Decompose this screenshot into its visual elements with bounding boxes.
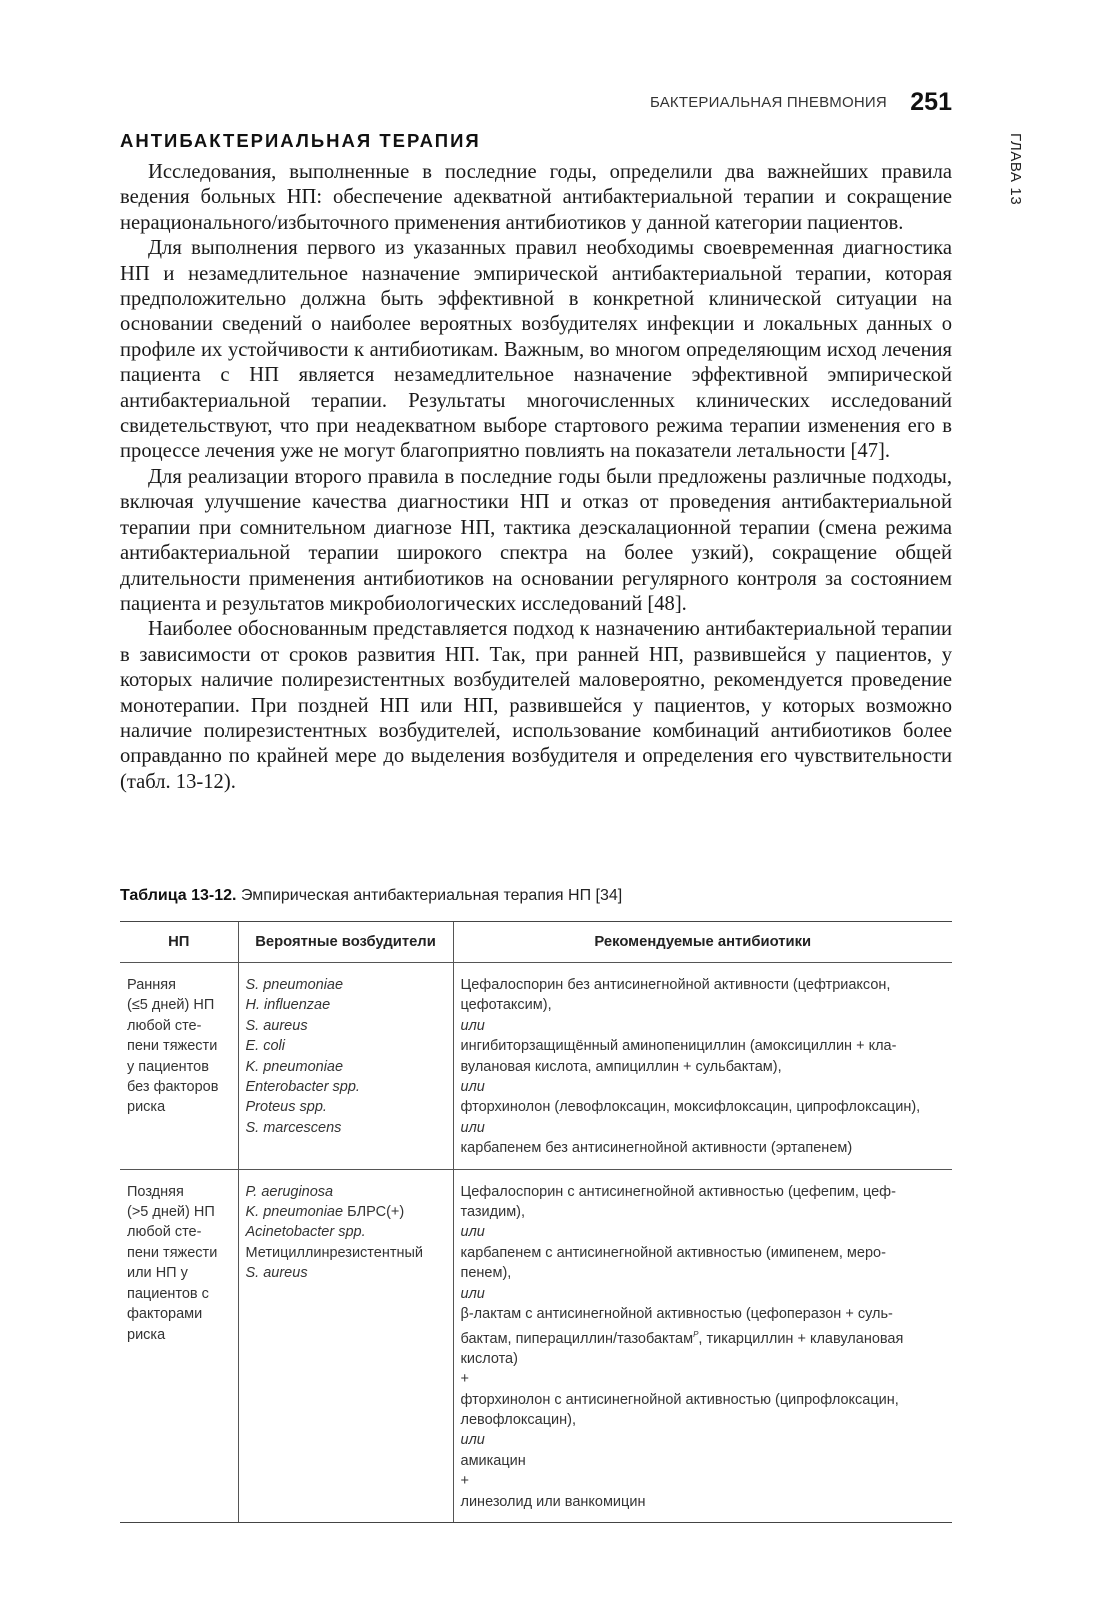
table-caption bbox=[120, 887, 622, 905]
pathogen-name: K. pneumoniae bbox=[245, 1058, 344, 1075]
cell-line: карбапенем без антисинегнойной активности (эртапенем) bbox=[460, 1140, 853, 1157]
cell-line: пени тяжести bbox=[127, 1038, 218, 1055]
cell-line: (≤5 дней) НП bbox=[127, 997, 215, 1014]
cell-pathogens bbox=[238, 963, 453, 1170]
cell-line: или НП у bbox=[127, 1265, 188, 1282]
cell-line: пациентов с bbox=[127, 1285, 209, 1302]
pathogen-name: S. aureus bbox=[245, 1017, 308, 1034]
page-number: 251 bbox=[910, 88, 952, 116]
paragraph: Для выполнения первого из указанных правил необходимы своевременная диагностика НП и незамедлительное назначение эмпирической антибактериальной терапии, которая предположительно должна быть эффективной в конкретной клинической ситуации на основании сведений о наиболее вероятных возбудителях инфекции и локальных данных о профиле их устойчивости к антибиотикам. Важным, во многом определяющим исход лечения пациента с НП является незамедлительное назначение эффективной эмпирической антибактериальной терапии. Результаты многочисленных клинических исследований свидетельствуют, что при неадекватном выборе стартового режима терапии изменения его в процессе лечения уже не могут благоприятно повлиять на показатели летальности [47]. bbox=[120, 237, 952, 463]
pathogen-name: Enterobacter spp. bbox=[245, 1079, 360, 1096]
section-title: АНТИБАКТЕРИАЛЬНАЯ ТЕРАПИЯ bbox=[120, 130, 481, 151]
cell-antibiotics bbox=[453, 1169, 952, 1522]
cell-line: любой сте- bbox=[127, 1017, 202, 1034]
esbl-marker: БЛРС(+) bbox=[347, 1204, 405, 1221]
pathogen-name: P. aeruginosa bbox=[245, 1183, 334, 1200]
cell-line: фторхинолон с антисинегнойной активностью (ципрофлоксацин, bbox=[460, 1391, 899, 1408]
paragraph: Исследования, выполненные в последние годы, определили два важнейших правила ведения больных НП: обеспечение адекватной антибактериальной терапии и сокращение нерационального/избыточного применения антибиотиков у данной категории пациентов. bbox=[120, 161, 952, 234]
cell-line: β-лактам с антисинегнойной активностью (цефоперазон + суль- bbox=[460, 1306, 893, 1323]
cell-line: кислота) bbox=[460, 1350, 518, 1367]
cell-pathogens bbox=[238, 1169, 453, 1522]
cell-line: тазидим), bbox=[460, 1204, 526, 1221]
cell-line-or: или bbox=[460, 1432, 485, 1449]
cell-line: риска bbox=[127, 1326, 166, 1343]
cell-line-or: или bbox=[460, 1224, 485, 1241]
body-text bbox=[120, 160, 952, 795]
running-title: БАКТЕРИАЛЬНАЯ ПНЕВМОНИЯ bbox=[650, 94, 887, 111]
cell-line: Цефалоспорин с антисинегнойной активностью (цефепим, цеф- bbox=[460, 1183, 896, 1200]
column-header-pathogens: Вероятные возбудители bbox=[238, 922, 453, 963]
chapter-tab: ГЛАВА 13 bbox=[1007, 133, 1024, 206]
cell-line: цефотаксим), bbox=[460, 997, 552, 1014]
cell-line: пени тяжести bbox=[127, 1244, 218, 1261]
cell-line bbox=[461, 1325, 947, 1349]
table-caption-text: Эмпирическая антибактериальная терапия НП [34] bbox=[240, 887, 623, 904]
cell-line: (>5 дней) НП bbox=[127, 1204, 215, 1221]
antibiotic-table bbox=[120, 921, 952, 1523]
cell-line: Ранняя bbox=[127, 977, 176, 993]
cell-line: вулановая кислота, ампициллин + сульбактам), bbox=[460, 1058, 782, 1075]
cell-line: карбапенем с антисинегнойной активностью (имипенем, меро- bbox=[460, 1244, 886, 1261]
paragraph: Наиболее обоснованным представляется подход к назначению антибактериальной терапии в зависимости от сроков развития НП. Так, при ранней НП, развившейся у пациентов, у которых наличие полирезистентных возбудителей маловероятно, рекомендуется проведение монотерапии. При поздней НП или НП, развившейся у пациентов, у которых возможно наличие полирезистентных возбудителей, использование комбинаций антибиотиков более оправданно по крайней мере до выделения возбудителя и определения его чувствительности (табл. 13-12). bbox=[120, 618, 952, 793]
cell-line: левофлоксацин), bbox=[460, 1411, 577, 1428]
cell-line: Поздняя bbox=[127, 1183, 184, 1200]
cell-np bbox=[120, 963, 238, 1170]
column-header-antibiotics: Рекомендуемые антибиотики bbox=[453, 922, 952, 963]
table-row bbox=[120, 963, 952, 1170]
cell-line: ингибиторзащищённый аминопенициллин (амоксициллин + кла- bbox=[460, 1038, 897, 1055]
cell-line: Метициллинрезистентный bbox=[245, 1244, 424, 1261]
cell-line: линезолид или ванкомицин bbox=[460, 1493, 646, 1510]
table-caption-label: Таблица 13-12. bbox=[120, 887, 237, 904]
pathogen-name: Proteus spp. bbox=[245, 1099, 327, 1116]
pathogen-name: E. coli bbox=[245, 1038, 285, 1055]
cell-line-or: или bbox=[460, 1079, 485, 1096]
pathogen-name: S. marcescens bbox=[245, 1119, 342, 1136]
pathogen-name: S. aureus bbox=[245, 1265, 308, 1282]
pathogen-name: S. pneumoniae bbox=[245, 977, 344, 993]
column-header-np: НП bbox=[120, 922, 238, 963]
cell-text: бактам, пиперациллин/тазобактам bbox=[460, 1330, 694, 1347]
cell-line: факторами bbox=[127, 1306, 203, 1323]
cell-line: без факторов bbox=[127, 1079, 219, 1096]
pathogen-name: Acinetobacter spp. bbox=[245, 1224, 366, 1241]
footnote-marker: P bbox=[693, 1329, 699, 1339]
pathogen-name: K. pneumoniae bbox=[245, 1204, 344, 1221]
cell-line: Цефалоспорин без антисинегнойной активности (цефтриаксон, bbox=[460, 977, 891, 993]
running-header bbox=[650, 90, 952, 120]
table-header-row bbox=[120, 922, 952, 963]
cell-line-or: или bbox=[460, 1285, 485, 1302]
cell-np bbox=[120, 1169, 238, 1522]
paragraph: Для реализации второго правила в последние годы были предложены различные подходы, включая улучшение качества диагностики НП и отказ от проведения антибактериальной терапии при сомнительном диагнозе НП, тактика деэскалационной терапии (смена режима антибактериальной терапии широкого спектра на более узкий), сокращение общей длительности применения антибиотиков на основании регулярного контроля за состоянием пациента и результатов микробиологических исследований [48]. bbox=[120, 465, 952, 615]
cell-line bbox=[246, 1202, 447, 1222]
cell-line: у пациентов bbox=[127, 1058, 209, 1075]
plus-sign: + bbox=[460, 1473, 469, 1490]
cell-line: амикацин bbox=[460, 1452, 526, 1469]
cell-antibiotics bbox=[453, 963, 952, 1170]
cell-line: любой сте- bbox=[127, 1224, 202, 1241]
cell-line: риска bbox=[127, 1099, 166, 1116]
cell-line-or: или bbox=[460, 1017, 485, 1034]
cell-line: фторхинолон (левофлоксацин, моксифлоксацин, ципрофлоксацин), bbox=[460, 1099, 921, 1116]
table-row bbox=[120, 1169, 952, 1522]
cell-text: , тикарциллин + клавулановая bbox=[698, 1330, 904, 1347]
cell-line-or: или bbox=[460, 1119, 485, 1136]
pathogen-name: H. influenzae bbox=[245, 997, 331, 1014]
cell-line: пенем), bbox=[460, 1265, 512, 1282]
plus-sign: + bbox=[460, 1371, 469, 1388]
